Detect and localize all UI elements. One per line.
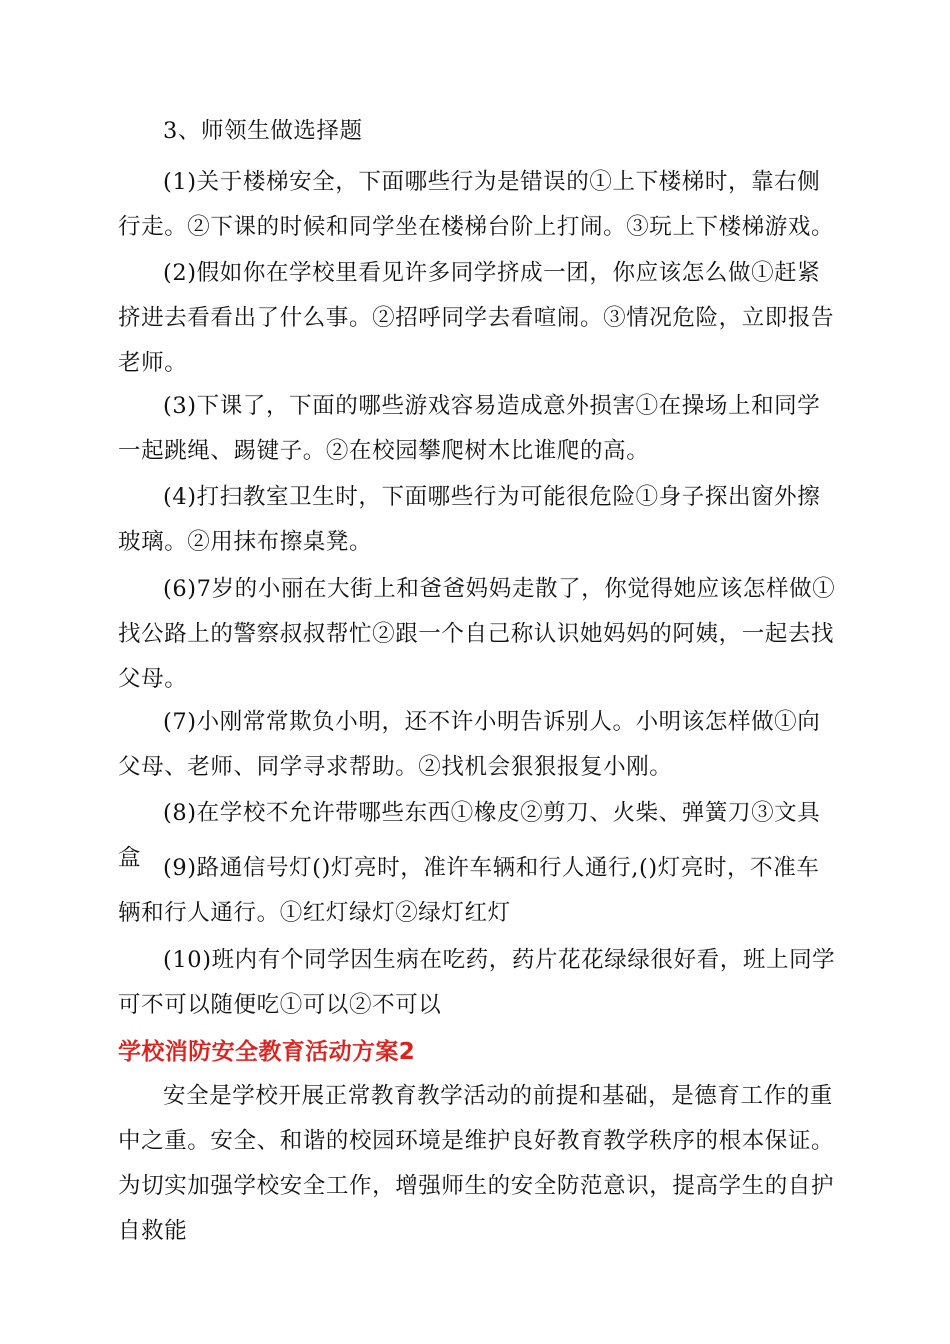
section-paragraph: 安全是学校开展正常教育教学活动的前提和基础，是德育工作的重中之重。安全、和谐的校园环境是维护良好教育教学秩序的根本保证。为切实加强学校安全工作，增强师生的安全防范意识，提高学生的自护自救能 <box>118 1083 835 1244</box>
question-10: (10)班内有个同学因生病在吃药，药片花花绿绿很好看，班上同学可不可以随便吃①可以②不可以 <box>118 947 836 1018</box>
question-4: (4)打扫教室卫生时，下面哪些行为可能很危险①身子探出窗外擦玻璃。②用抹布擦桌凳。 <box>118 484 821 555</box>
step-heading: 3、师领生做选择题 <box>163 118 363 144</box>
question-3: (3)下课了，下面的哪些游戏容易造成意外损害①在操场上和同学一起跳绳、踢键子。②在校园攀爬树木比谁爬的高。 <box>118 393 821 464</box>
question-8: (8)在学校不允许带哪些东西①橡皮②剪刀、火柴、弹簧刀③文具盒 <box>118 800 821 871</box>
question-1: (1)关于楼梯安全，下面哪些行为是错误的①上下楼梯时，靠右侧行走。②下课的时候和同学坐在楼梯台阶上打闹。③玩上下楼梯游戏。 <box>118 169 835 240</box>
question-2: (2)假如你在学校里看见许多同学挤成一团，你应该怎么做①赶紧挤进去看看出了什么事。②招呼同学去看喧闹。③情况危险，立即报告老师。 <box>118 260 835 376</box>
question-9: (9)路通信号灯()灯亮时，准许车辆和行人通行,()灯亮时，不准车辆和行人通行。①红灯绿灯②绿灯红灯 <box>118 855 820 926</box>
section-title: 学校消防安全教育活动方案2 <box>118 1039 416 1065</box>
question-6: (6)7岁的小丽在大街上和爸爸妈妈走散了，你觉得她应该怎样做①找公路上的警察叔叔帮忙②跟一个自己称认识她妈妈的阿姨，一起去找父母。 <box>118 576 836 692</box>
question-7: (7)小刚常常欺负小明，还不许小明告诉别人。小明该怎样做①向父母、老师、同学寻求帮助。②找机会狠狠报复小刚。 <box>118 709 821 780</box>
